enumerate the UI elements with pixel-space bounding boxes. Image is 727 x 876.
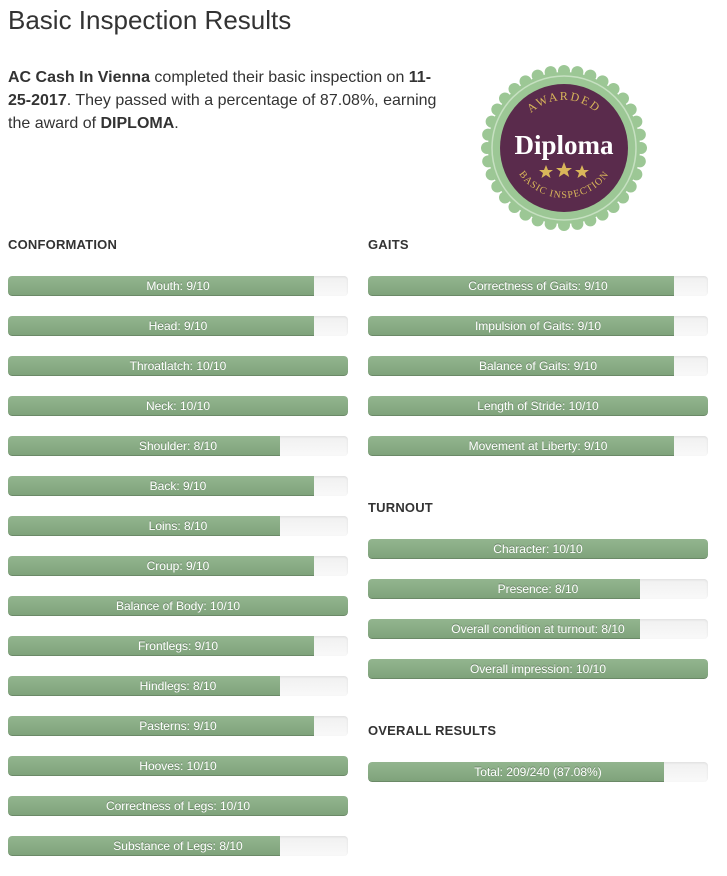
score-progress-bar <box>368 762 708 782</box>
score-progress-bar <box>8 316 348 336</box>
turnout-scores <box>368 539 708 699</box>
score-label: Hindlegs: 8/10 <box>139 679 217 693</box>
inspection-date: 11-25-2017 <box>8 69 432 109</box>
score-label: Movement at Liberty: 9/10 <box>468 439 608 453</box>
horse-name: AC Cash In Vienna <box>8 69 150 86</box>
score-label: Pasterns: 9/10 <box>139 719 217 733</box>
score-progress-bar <box>8 436 348 456</box>
score-label: Neck: 10/10 <box>145 399 211 413</box>
score-label: Overall impression: 10/10 <box>469 662 607 676</box>
score-label: Correctness of Gaits: 9/10 <box>468 279 608 293</box>
overall-results-title: OVERALL RESULTS <box>368 723 497 738</box>
score-progress-bar <box>8 636 348 656</box>
score-progress-bar <box>8 716 348 736</box>
score-label: Hooves: 10/10 <box>139 759 217 773</box>
score-label: Back: 9/10 <box>149 479 207 493</box>
turnout-title: TURNOUT <box>368 500 433 515</box>
conformation-title: CONFORMATION <box>8 237 118 252</box>
badge-main-text: Diploma <box>514 130 614 160</box>
score-label: Frontlegs: 9/10 <box>137 639 219 653</box>
score-progress-bar <box>368 436 708 456</box>
score-progress-bar <box>368 579 708 599</box>
score-progress-bar <box>8 596 348 616</box>
score-progress-bar <box>8 756 348 776</box>
score-progress-bar <box>368 356 708 376</box>
score-label: Impulsion of Gaits: 9/10 <box>474 319 602 333</box>
badge-top-text: AWARDED <box>523 88 604 116</box>
score-progress-bar <box>8 516 348 536</box>
summary-text-3: . <box>174 115 179 132</box>
award-name: DIPLOMA <box>100 115 175 132</box>
score-progress-bar <box>8 356 348 376</box>
gaits-scores <box>368 276 708 476</box>
score-label: Shoulder: 8/10 <box>138 439 218 453</box>
score-progress-bar <box>8 676 348 696</box>
score-label: Substance of Legs: 8/10 <box>113 839 243 853</box>
score-progress-bar <box>368 659 708 679</box>
score-label: Character: 10/10 <box>493 542 583 556</box>
score-progress-bar <box>368 539 708 559</box>
score-progress-bar <box>8 836 348 856</box>
gaits-title: GAITS <box>368 237 409 252</box>
score-progress-bar <box>368 316 708 336</box>
score-label: Balance of Body: 10/10 <box>115 599 241 613</box>
score-label: Total: 209/240 (87.08%) <box>474 765 602 779</box>
page-title: Basic Inspection Results <box>8 5 292 35</box>
score-progress-bar <box>368 276 708 296</box>
score-label: Overall condition at turnout: 8/10 <box>451 622 625 636</box>
score-label: Throatlatch: 10/10 <box>129 359 227 373</box>
diploma-award-badge <box>480 64 648 232</box>
score-label: Length of Stride: 10/10 <box>477 399 599 413</box>
score-label: Head: 9/10 <box>148 319 208 333</box>
score-progress-bar <box>8 396 348 416</box>
score-progress-bar <box>8 476 348 496</box>
score-label: Loins: 8/10 <box>148 519 208 533</box>
score-progress-bar <box>8 276 348 296</box>
overall-results-scores <box>368 762 708 802</box>
conformation-scores <box>8 276 348 876</box>
summary-text-1: completed their basic inspection on <box>149 69 409 86</box>
score-progress-bar <box>8 796 348 816</box>
score-label: Mouth: 9/10 <box>146 279 210 293</box>
badge-bottom-text: BASIC INSPECTION <box>516 168 612 202</box>
score-progress-bar <box>368 619 708 639</box>
score-progress-bar <box>368 396 708 416</box>
score-label: Balance of Gaits: 9/10 <box>478 359 598 373</box>
score-label: Croup: 9/10 <box>146 559 210 573</box>
score-label: Presence: 8/10 <box>497 582 579 596</box>
score-progress-bar <box>8 556 348 576</box>
score-label: Correctness of Legs: 10/10 <box>105 799 251 813</box>
summary-text-2: . They passed with a percentage of 87.08%, earning the award of <box>8 92 437 132</box>
inspection-summary <box>8 66 448 135</box>
